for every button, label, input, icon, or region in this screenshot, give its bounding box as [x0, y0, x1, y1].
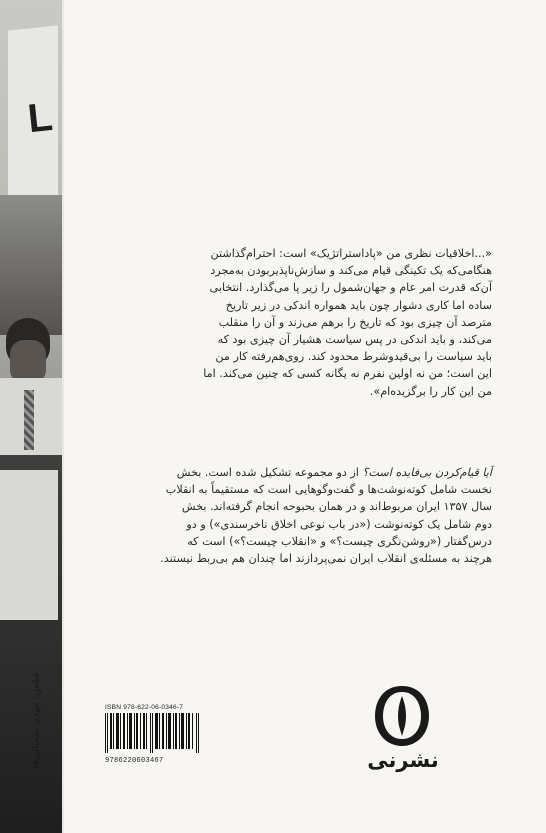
- sign-letter: L: [25, 94, 55, 142]
- quote-line: می‌کند، و باید اندکی در پس سیاست هشیار آن چیزی بود که: [217, 333, 492, 347]
- crowd: [0, 195, 62, 335]
- quote-line: هنگامی‌که یک تکینگی قیام می‌کند و سازش‌ناپذیربودن به‌مجرد: [210, 264, 492, 278]
- description-line: هرچند به مسئله‌ی انقلاب ایران نمی‌پردازند اما چندان هم بی‌ربط نیستند.: [160, 552, 492, 566]
- description-line: درس‌گفتار («روشن‌نگری چیست؟» و «انقلاب چیست؟») است که: [187, 534, 492, 548]
- publisher-name: نشرنی: [367, 748, 439, 772]
- isbn-barcode: [105, 704, 203, 766]
- publisher-logo-icon: [372, 684, 432, 748]
- quote-line: آن‌که قدرت امر عام و جهان‌شمول را زیر پا می‌گذارد. انتخابی: [209, 281, 492, 295]
- quote-line: ساده اما کاری دشوار چون باید همواره اندکی در زیر تاریخ: [225, 298, 492, 312]
- book-title: آیا قیام‌کردن بی‌فایده است؟: [362, 466, 492, 479]
- description-line: نخست شامل کوته‌نوشت‌ها و گفت‌وگوهایی است که مستقیماً به انقلاب: [165, 483, 492, 497]
- spine-divider: [62, 0, 64, 833]
- photo-credit: [26, 620, 46, 820]
- photo-credit-text: عکس: مهدی سمنانی‌ها: [30, 671, 42, 769]
- barcode-icon: [105, 713, 201, 753]
- quote-line: باید سیاست را بی‌قیدوشرط محدود کند. روی‌هم‌رفته کار من: [215, 350, 492, 364]
- quote-line: مترصد آن چیزی بود که تاریخ را برهم می‌زند و آن را منقلب: [218, 315, 492, 329]
- quote-line: «...اخلاقیات نظری من «پاداستراتژیک» است: احترام‌گذاشتن: [210, 247, 492, 260]
- cover-photo: [0, 0, 62, 833]
- description-line: [104, 464, 492, 481]
- barcode-number: 9786220603467: [105, 757, 164, 765]
- white-banner: [0, 470, 58, 620]
- quote-line: من این کار را برگزیده‌ام».: [369, 384, 492, 398]
- man-tie: [24, 390, 34, 450]
- quote-line: این است؛ من نه اولین نفرم نه یگانه کسی که چنین می‌کند. اما: [203, 367, 492, 381]
- book-description: [104, 464, 492, 567]
- back-cover-quote: [104, 245, 492, 400]
- description-text: از دو مجموعه تشکیل شده است. بخش: [176, 466, 363, 479]
- isbn-label: ISBN 978-622-06-0346-7: [105, 704, 184, 711]
- description-line: دوم شامل یک کوته‌نوشت («در باب نوعی اخلاق ناخرسندی») و دو: [186, 517, 492, 531]
- description-line: سال ۱۳۵۷ ایران مربوط‌اند و در همان بحبوحه انجام گرفته‌اند. بخش: [181, 500, 492, 514]
